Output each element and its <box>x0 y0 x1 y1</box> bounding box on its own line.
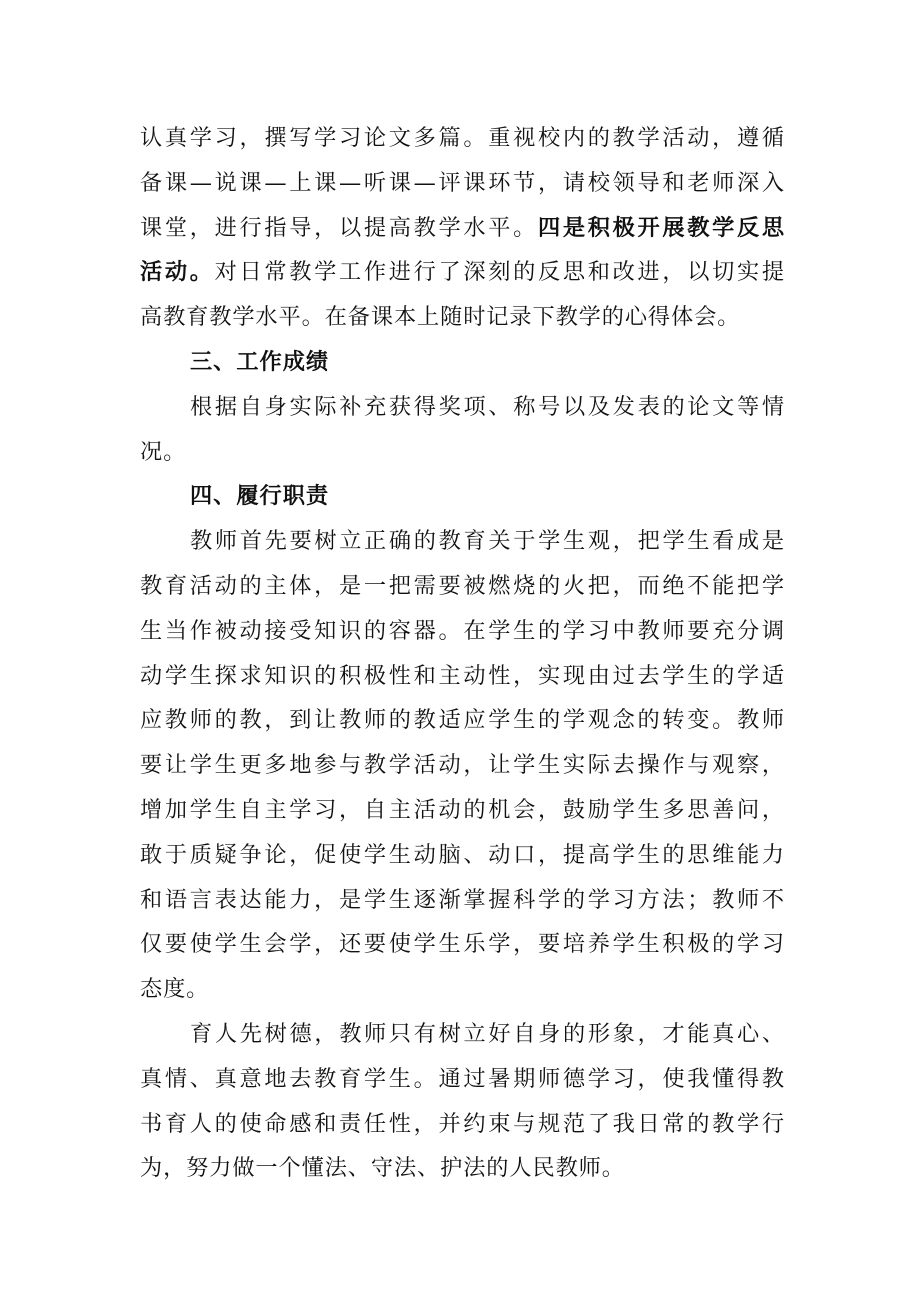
text-run: 对日常教学工作进行了深刻的反思和改进，以切实提 <box>214 259 786 286</box>
text-line: 动学生探求知识的积极性和主动性，实现由过去学生的学适 <box>140 662 785 689</box>
text-line: 敢于质疑争论，促使学生动脑、动口，提高学生的思维能力 <box>140 841 785 868</box>
text-line: 根据自身实际补充获得奖项、称号以及发表的论文等情 <box>190 393 785 420</box>
text-line: 仅要使学生会学，还要使学生乐学，要培养学生积极的学习 <box>140 931 785 958</box>
text-run: 课堂，进行指导，以提高教学水平。 <box>140 214 539 241</box>
text-line: 应教师的教，到让教师的教适应学生的学观念的转变。教师 <box>140 707 785 734</box>
text-line: 育人先树德，教师只有树立好自身的形象，才能真心、 <box>190 1020 785 1047</box>
section-heading-achievements: 三、工作成绩 <box>190 348 330 375</box>
bold-text-run: 活动。 <box>140 259 215 286</box>
text-line: 况。 <box>140 438 187 465</box>
text-line: 为，努力做一个懂法、守法、护法的人民教师。 <box>140 1155 625 1182</box>
text-line: 要让学生更多地参与教学活动，让学生实际去操作与观察， <box>140 752 785 779</box>
bold-text-run: 四是积极开展教学反思 <box>538 214 786 241</box>
text-line <box>140 250 785 295</box>
paragraph-teacher-ethics <box>140 1012 785 1191</box>
text-line <box>140 206 785 251</box>
text-line: 增加学生自主学习，自主活动的机会，鼓励学生多思善问， <box>140 796 785 823</box>
text-line: 生当作被动接受知识的容器。在学生的学习中教师要充分调 <box>140 617 785 644</box>
text-line: 备课—说课—上课—听课—评课环节，请校领导和老师深入 <box>140 169 785 196</box>
text-line: 认真学习，撰写学习论文多篇。重视校内的教学活动，遵循 <box>140 125 785 151</box>
section-heading-duties: 四、履行职责 <box>190 483 330 510</box>
text-line: 教育活动的主体，是一把需要被燃烧的火把，而绝不能把学 <box>140 572 785 599</box>
document-page <box>140 116 785 1191</box>
paragraph-achievements <box>140 385 785 475</box>
text-line: 和语言表达能力，是学生逐渐掌握科学的学习方法；教师不 <box>140 886 785 913</box>
text-line: 高教育教学水平。在备课本上随时记录下教学的心得体会。 <box>140 304 741 331</box>
text-line: 书育人的使命感和责任性，并约束与规范了我日常的教学行 <box>140 1110 785 1137</box>
text-line: 教师首先要树立正确的教育关于学生观，把学生看成是 <box>190 528 785 555</box>
text-line: 态度。 <box>140 976 210 1003</box>
paragraph-teaching-activities <box>140 116 785 340</box>
paragraph-student-view <box>140 519 785 1012</box>
text-line: 真情、真意地去教育学生。通过暑期师德学习，使我懂得教 <box>140 1065 785 1092</box>
